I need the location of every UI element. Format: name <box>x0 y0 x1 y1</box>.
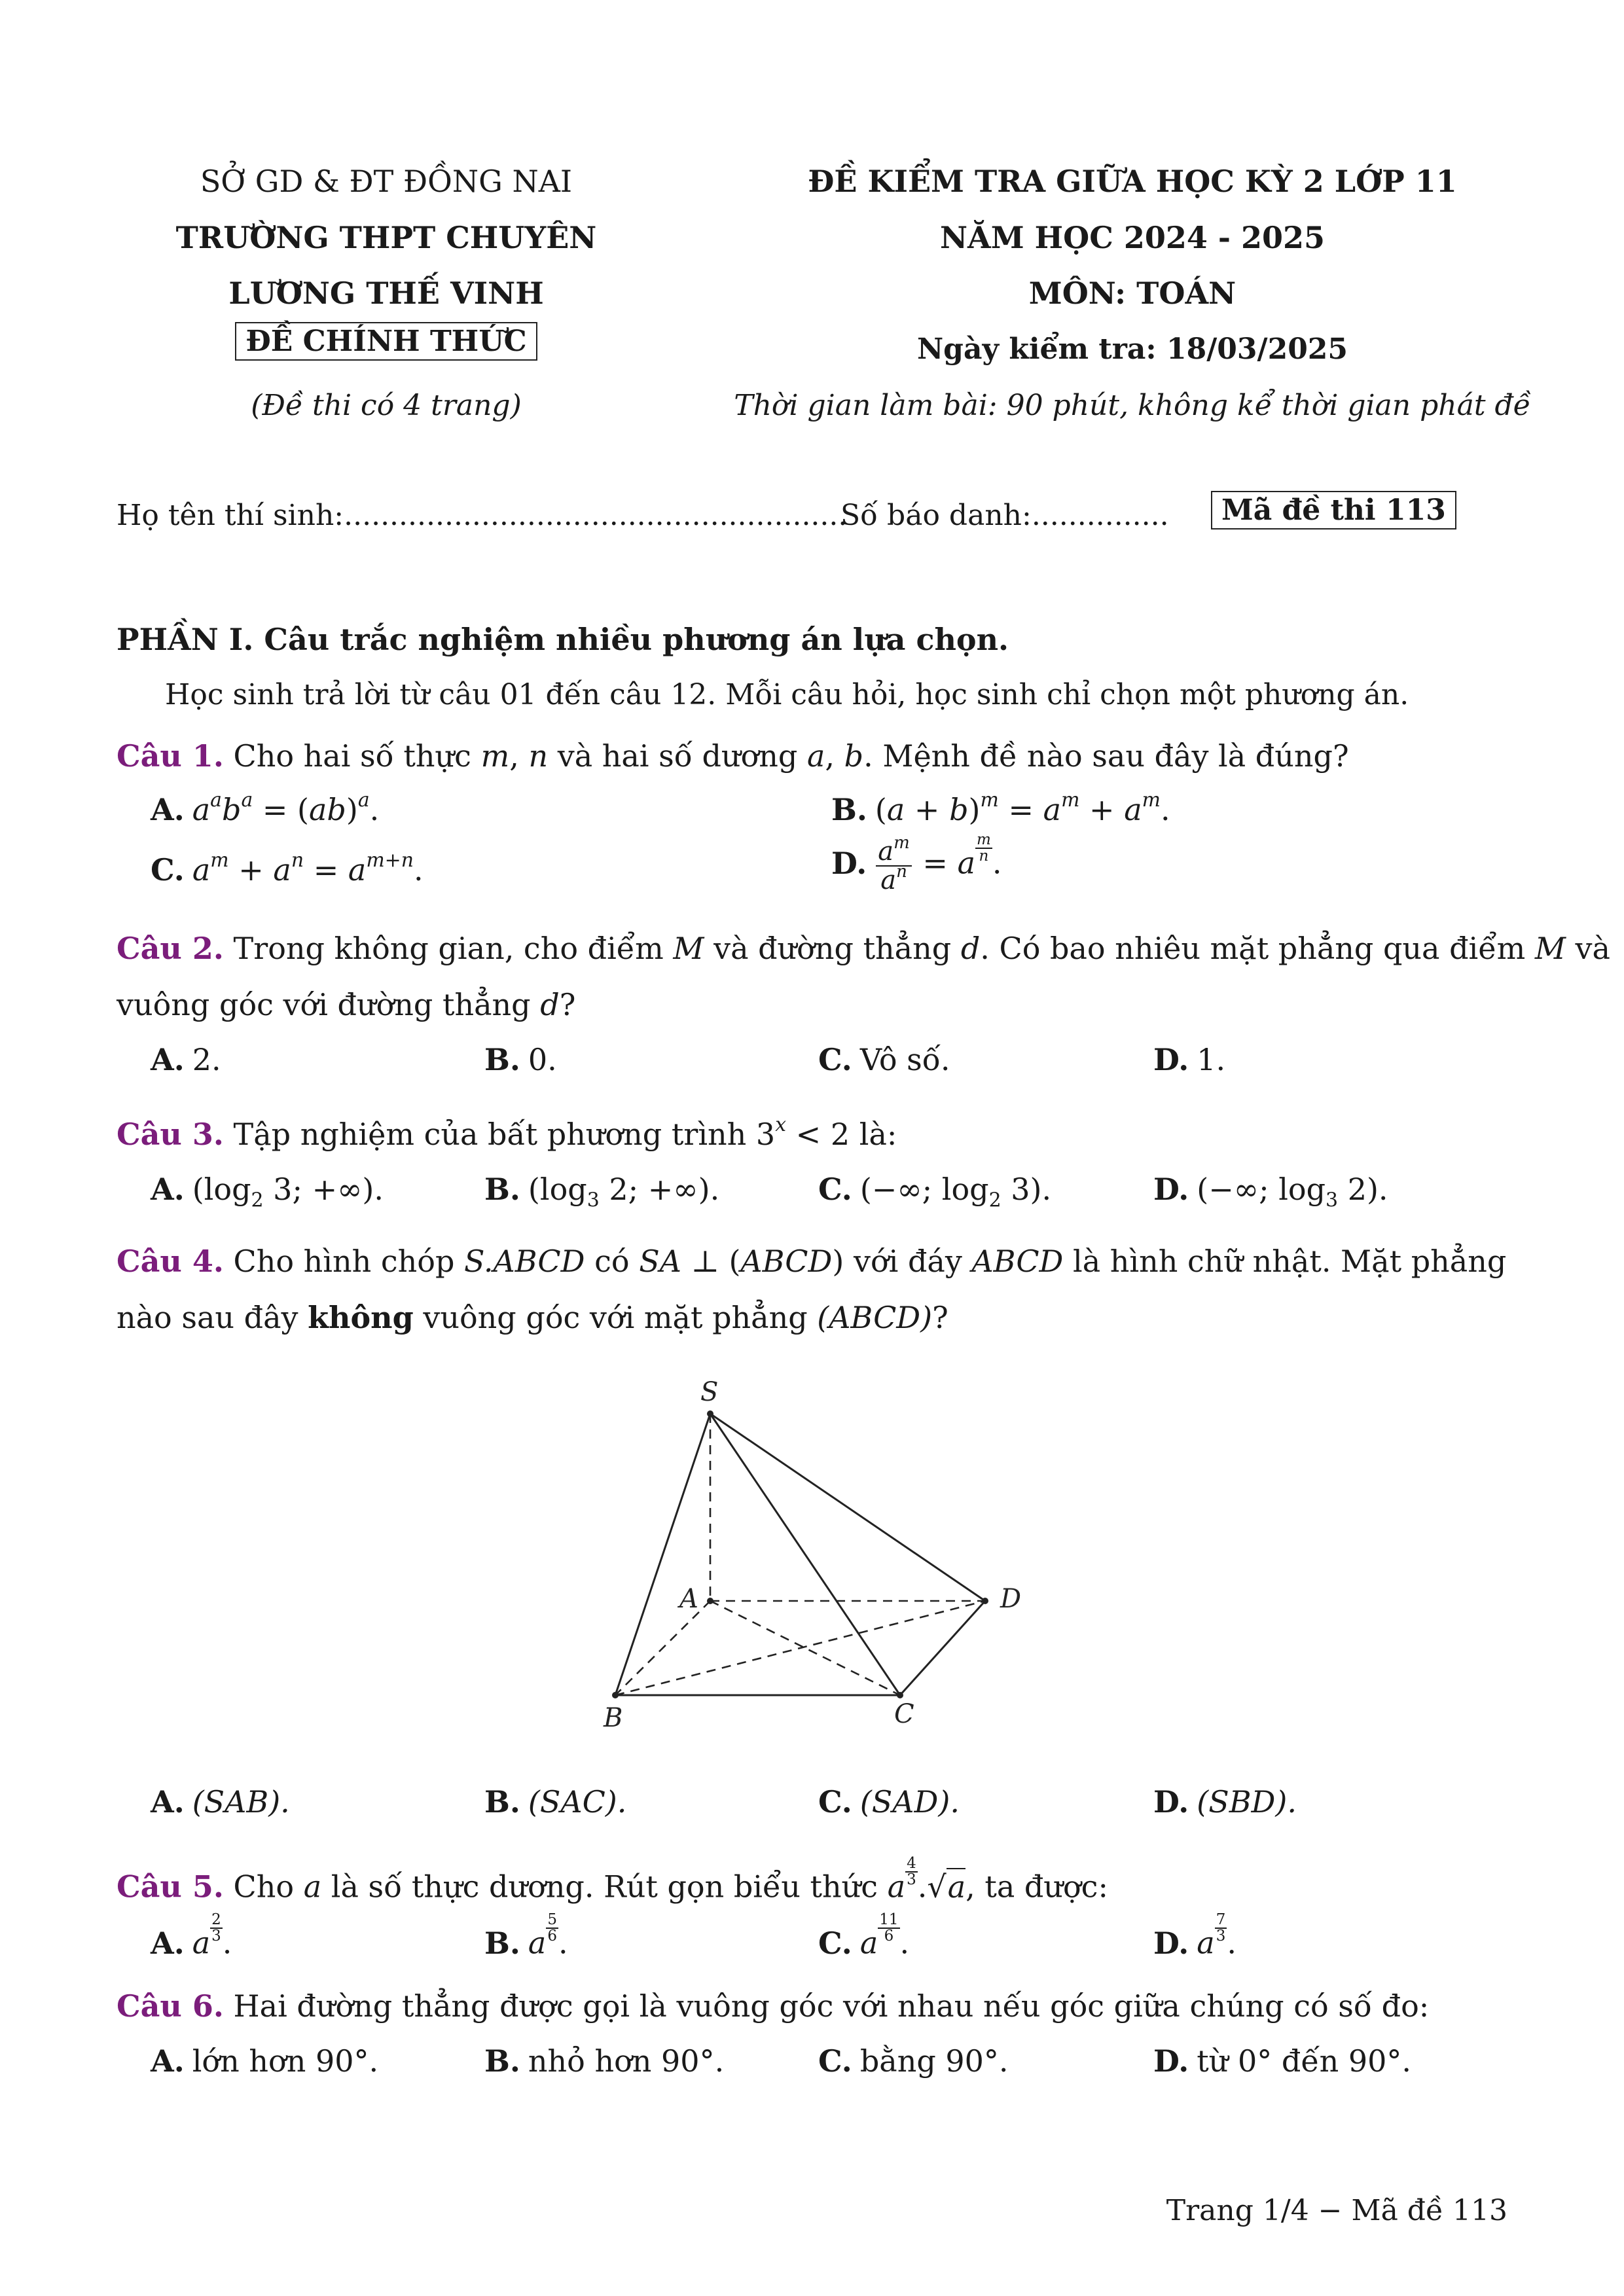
edge-bd <box>615 1601 985 1695</box>
q4-text-5: nào sau đây <box>117 1300 298 1335</box>
option-label: A. <box>151 792 185 827</box>
option-label: D. <box>1153 1925 1189 1961</box>
subject: MÔN: TOÁN <box>1028 276 1236 311</box>
q1-var-n: n <box>528 738 549 774</box>
q2-option-b[interactable] <box>484 1042 557 1077</box>
q6-option-d[interactable] <box>1153 2043 1411 2079</box>
q5-text-3: , ta được: <box>965 1869 1108 1905</box>
q2-text-2: và đường thẳng <box>713 931 952 966</box>
vertex-a <box>707 1598 713 1604</box>
option-label: D. <box>1153 1172 1189 1207</box>
question-number: Câu 1. <box>117 738 224 774</box>
option-label: C. <box>818 2043 852 2079</box>
option-label: A. <box>151 1925 185 1961</box>
edge-cd <box>900 1601 985 1695</box>
vertex-c <box>897 1692 903 1698</box>
q4-option-a[interactable] <box>151 1784 290 1820</box>
edge-sb <box>615 1414 710 1695</box>
q5-option-b[interactable]: B. a $\frac{5}{6}$ . <box>484 1911 568 1961</box>
q6-text: Hai đường thẳng được gọi là vuông góc với nhau nếu góc giữa chúng có số đo: <box>233 1988 1430 2024</box>
q3-text-2: là: <box>859 1117 897 1152</box>
label-c: C <box>894 1699 914 1728</box>
option-label: B. <box>484 1172 520 1207</box>
q6-option-a[interactable] <box>151 2043 378 2079</box>
q5-text-2: là số thực dương. Rút gọn biểu thức <box>331 1869 878 1905</box>
q4-option-b[interactable] <box>484 1784 626 1820</box>
q2-text-3: . Có bao nhiêu mặt phẳng qua điểm <box>980 931 1526 966</box>
exam-title: ĐỀ KIỂM TRA GIỮA HỌC KỲ 2 LỚP 11 <box>808 164 1457 199</box>
q3-option-d[interactable]: D. (−∞; $\log_3 2$). <box>1153 1172 1388 1212</box>
q2-text-1: Trong không gian, cho điểm <box>233 931 664 966</box>
option-text: (SAC). <box>528 1784 627 1820</box>
q4-emphasis: không <box>308 1300 414 1335</box>
q2-var-d: d <box>960 931 981 966</box>
question-number: Câu 6. <box>117 1988 224 2024</box>
q4-pyramid: S.ABCD <box>464 1244 585 1279</box>
exam-date: Ngày kiểm tra: 18/03/2025 <box>916 332 1348 366</box>
option-text: 1. <box>1197 1042 1226 1077</box>
school-year: NĂM HỌC 2024 - 2025 <box>939 220 1325 255</box>
question-number: Câu 2. <box>117 931 224 966</box>
question-4-stem-line2 <box>117 1300 948 1335</box>
option-text: (SAB). <box>192 1784 290 1820</box>
option-label: C. <box>818 1042 852 1077</box>
option-text: (SBD). <box>1197 1784 1297 1820</box>
part1-instruction: Học sinh trả lời từ câu 01 đến câu 12. Mỗi câu hỏi, học sinh chỉ chọn một phương án. <box>165 678 1409 711</box>
school-name-line1: TRƯỜNG THPT CHUYÊN <box>175 220 597 255</box>
question-3-stem: Câu 3. Tập nghiệm của bất phương trình $3^x < 2$ là: <box>117 1113 897 1152</box>
q3-option-a[interactable]: A. ($\log_2$ 3; +∞). <box>151 1172 384 1212</box>
option-label: A. <box>151 1784 185 1820</box>
q5-var-a: a <box>303 1869 322 1905</box>
q1-text-1: Cho hai số thực <box>233 738 471 774</box>
option-label: A. <box>151 1172 185 1207</box>
option-label: C. <box>818 1925 852 1961</box>
student-name-field: Họ tên thí sinh:....................................................... <box>117 499 848 532</box>
option-label: D. <box>1153 2043 1189 2079</box>
label-d: D <box>1000 1584 1022 1614</box>
page-footer: Trang 1/4 − Mã đề 113 <box>1166 2194 1507 2227</box>
exam-code-box: Mã đề thi 113 <box>1211 491 1456 529</box>
q3-option-b[interactable]: B. ($\log_3$ 2; +∞). <box>484 1172 720 1212</box>
q4-text-3: với đáy <box>853 1244 962 1279</box>
pyramid-figure <box>576 1361 1047 1728</box>
option-label: D. <box>1153 1784 1189 1820</box>
option-text: lớn hơn 90°. <box>192 2043 379 2079</box>
option-text: 2. <box>192 1042 221 1077</box>
option-label: A. <box>151 2043 185 2079</box>
q4-text-1: Cho hình chóp <box>233 1244 455 1279</box>
q2-text-5: vuông góc với đường thẳng <box>117 987 531 1022</box>
q4-option-c[interactable] <box>818 1784 960 1820</box>
q5-option-a[interactable]: A. a $\frac{2}{3}$ . <box>151 1911 232 1961</box>
dept-name: SỞ GD & ĐT ĐỒNG NAI <box>200 164 573 199</box>
option-label: B. <box>484 1042 520 1077</box>
page-count-note: (Đề thi có 4 trang) <box>251 389 522 422</box>
q1-comma: , <box>509 738 519 774</box>
q4-qmark: ? <box>932 1300 948 1335</box>
q4-base: ABCD <box>971 1244 1064 1279</box>
label-a: A <box>679 1584 698 1614</box>
option-label: B. <box>484 1784 520 1820</box>
q4-text-6: vuông góc với mặt phẳng <box>423 1300 808 1335</box>
edge-ab <box>615 1601 710 1695</box>
q2-var-m: M <box>673 931 704 966</box>
school-name-line2: LƯƠNG THẾ VINH <box>228 276 544 311</box>
question-number: Câu 5. <box>117 1869 224 1905</box>
q4-option-d[interactable] <box>1153 1784 1297 1820</box>
option-text: bằng 90°. <box>859 2043 1009 2079</box>
option-label: D. <box>1153 1042 1189 1077</box>
option-label: B. <box>484 2043 520 2079</box>
q1-var-m: m <box>480 738 510 774</box>
official-stamp <box>131 325 641 358</box>
option-label: D. <box>831 845 867 881</box>
q5-option-d[interactable]: D. a $\frac{7}{3}$ . <box>1153 1911 1236 1961</box>
edge-sd <box>710 1414 985 1601</box>
official-label: ĐỀ CHÍNH THỨC <box>235 322 537 361</box>
question-1-stem: Câu 1. Cho hai số thực m, n và hai số dương a, b. Mệnh đề nào sau đây là đúng? <box>117 738 1349 774</box>
q1-var-a: a <box>806 738 825 774</box>
q2-option-d[interactable] <box>1153 1042 1225 1077</box>
option-label: B. <box>484 1925 520 1961</box>
edge-ac <box>710 1601 900 1695</box>
question-number: Câu 3. <box>117 1117 224 1152</box>
q1-text-2: và hai số dương <box>557 738 798 774</box>
vertex-d <box>982 1598 988 1604</box>
q2-qmark: ? <box>559 987 576 1022</box>
vertex-b <box>612 1692 619 1698</box>
question-2-stem-line2 <box>117 987 575 1022</box>
q1-option-b[interactable]: B. $(a + b)^m = a^m + a^m$. <box>831 789 1170 827</box>
q4-text-4: là hình chữ nhật. Mặt phẳng <box>1073 1244 1507 1279</box>
q2-option-a[interactable] <box>151 1042 221 1077</box>
option-text: từ 0° đến 90°. <box>1197 2043 1412 2079</box>
q2-option-c[interactable] <box>818 1042 950 1077</box>
q3-text-1: Tập nghiệm của bất phương trình <box>233 1117 747 1152</box>
q1-text-3: . Mệnh đề nào sau đây là đúng? <box>863 738 1349 774</box>
question-6-stem <box>117 1988 1429 2024</box>
question-5-stem: Câu 5. Cho a là số thực dương. Rút gọn biểu thức a $\frac{4}{3}$ .√a, ta được: <box>117 1855 1108 1905</box>
option-text: (SAD). <box>859 1784 960 1820</box>
q5-text-1: Cho <box>233 1869 295 1905</box>
option-label: B. <box>831 792 867 827</box>
option-text: Vô số. <box>859 1042 950 1077</box>
option-text: 0. <box>528 1042 557 1077</box>
q1-option-d[interactable]: D. $\frac{a^m}{a^n}$ = a $\frac{m}{n}$ . <box>831 831 1002 895</box>
q2-var-d2: d <box>540 987 560 1022</box>
label-s: S <box>700 1377 719 1407</box>
q6-option-b[interactable] <box>484 2043 724 2079</box>
student-id-field: Số báo danh:............... <box>840 499 1169 532</box>
question-4-stem: Câu 4. Cho hình chóp S.ABCD có SA ⊥ (ABCD) với đáy ABCD là hình chữ nhật. Mặt phẳng <box>117 1244 1507 1279</box>
option-text: nhỏ hơn 90°. <box>528 2043 725 2079</box>
q1-option-c[interactable]: C. $a^m + a^n = a^{m+n}$. <box>151 849 424 888</box>
edge-sc <box>710 1414 900 1695</box>
option-label: A. <box>151 1042 185 1077</box>
option-label: C. <box>818 1172 852 1207</box>
question-number: Câu 4. <box>117 1244 224 1279</box>
part1-title: PHẦN I. Câu trắc nghiệm nhiều phương án lựa chọn. <box>117 622 1009 657</box>
option-label: C. <box>151 852 185 888</box>
q4-text-2: có <box>594 1244 630 1279</box>
option-label: C. <box>818 1784 852 1820</box>
q5-option-c[interactable]: C. a $\frac{11}{6}$ . <box>818 1911 910 1961</box>
q1-option-a[interactable]: A. $a^ab^a = (ab)^a$. <box>151 789 380 827</box>
q2-text-4: và <box>1575 931 1610 966</box>
label-b: B <box>604 1703 623 1728</box>
q6-option-c[interactable] <box>818 2043 1009 2079</box>
q1-var-b: b <box>844 738 864 774</box>
exam-duration: Thời gian làm bài: 90 phút, không kể thời gian phát đề <box>734 389 1531 422</box>
vertex-s <box>707 1410 713 1417</box>
q2-var-m2: M <box>1534 931 1566 966</box>
question-2-stem <box>117 931 1610 966</box>
q4-plane: (ABCD) <box>817 1300 933 1335</box>
q3-option-c[interactable]: C. (−∞; $\log_2 3$). <box>818 1172 1052 1212</box>
